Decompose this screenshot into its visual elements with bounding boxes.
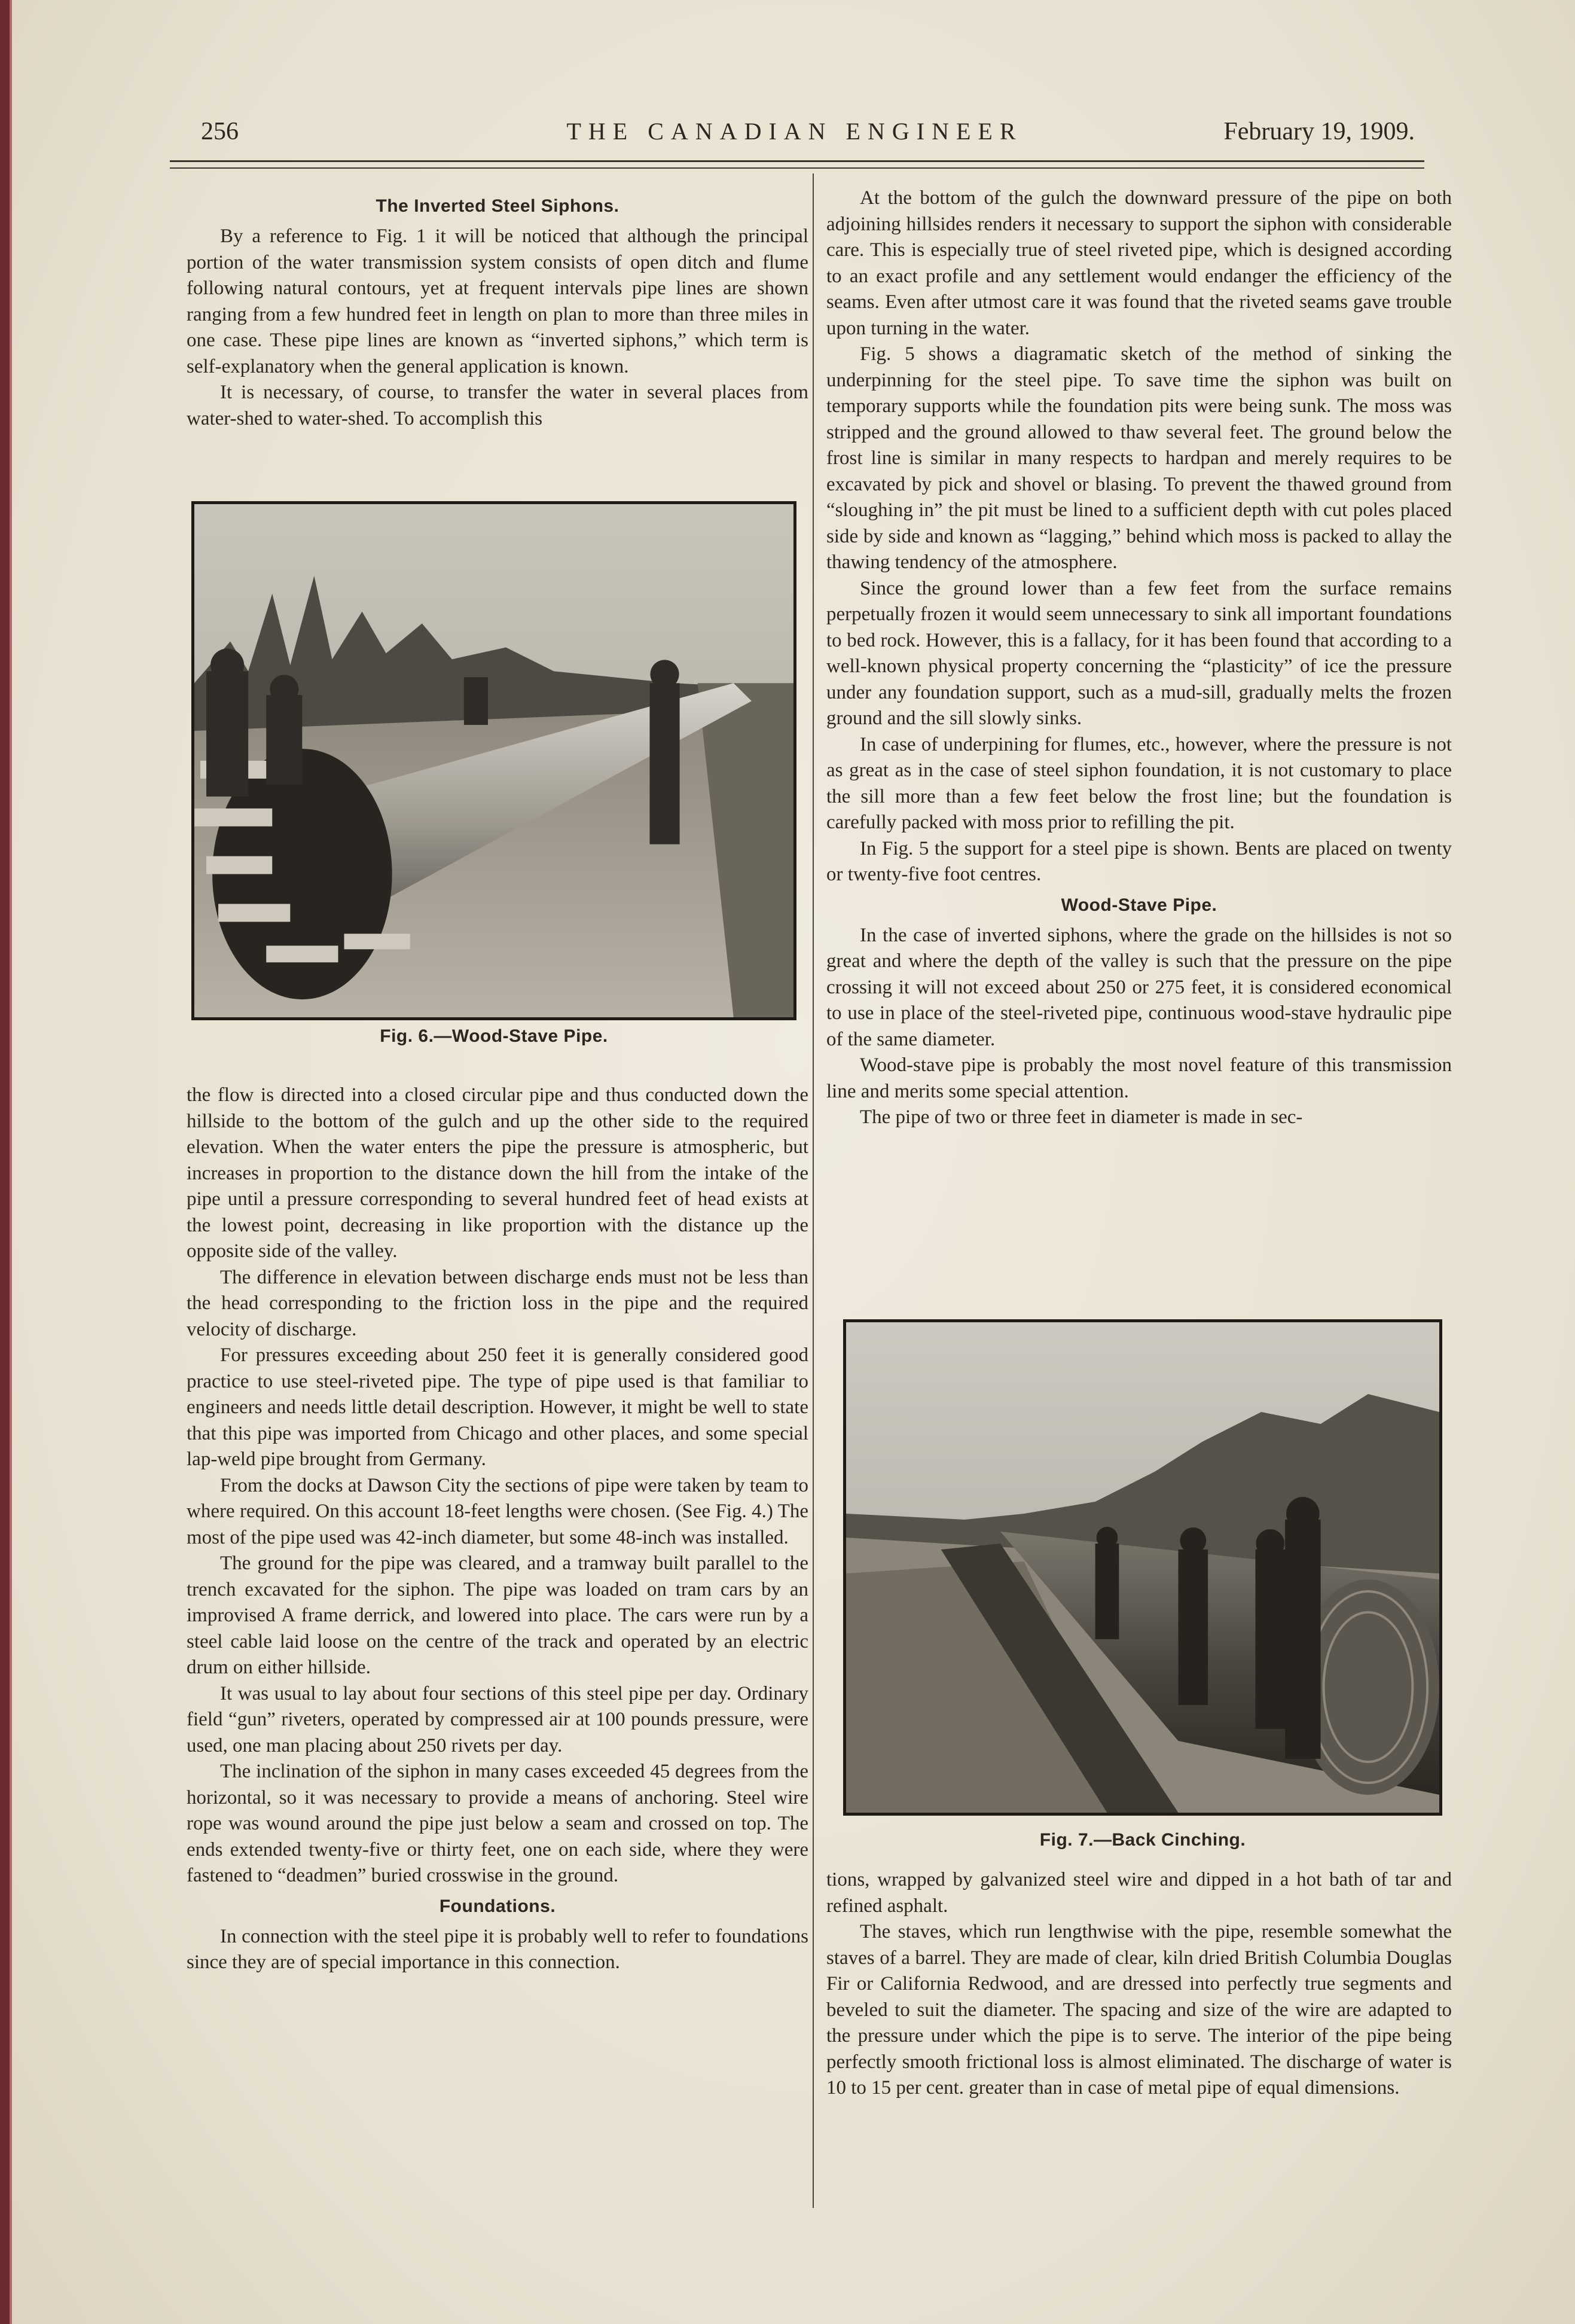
figure-7-caption: Fig. 7.—Back Cinching.: [1039, 1830, 1246, 1850]
paragraph: By a reference to Fig. 1 it will be noticed that although the principal portion of the water transmission system consists of open ditch and flume following natural contours, yet at frequent intervals pipe lines are shown ranging from a few hundred feet in length on plan to more than three miles in one case. These pipe lines are known as “inverted siphons,” which term is self-explanatory when the general application is known.: [187, 225, 808, 377]
document-page: [10, 0, 1575, 2324]
left-column-top: [187, 189, 808, 432]
paragraph: The difference in elevation between discharge ends must not be less than the head corresponding to the friction loss in the pipe and the required velocity of discharge.: [187, 1266, 808, 1340]
back-cinching-photo-icon: [846, 1322, 1439, 1813]
paragraph: It is necessary, of course, to transfer the water in several places from water-shed to water-shed. To accomplish this: [187, 382, 808, 429]
figure-6-caption: Fig. 6.—Wood-Stave Pipe.: [380, 1026, 608, 1046]
paragraph: In Fig. 5 the support for a steel pipe is shown. Bents are placed on twenty or twenty-five foot centres.: [826, 837, 1452, 885]
issue-date: February 19, 1909.: [1223, 118, 1415, 145]
section-heading-inverted-steel-siphons: The Inverted Steel Siphons.: [376, 196, 619, 216]
left-column-bottom: [187, 1082, 808, 1976]
paragraph: Fig. 5 shows a diagramatic sketch of the method of sinking the underpinning for the steel pipe. To save time the siphon was built on temporary supports while the foundation pits were being sunk. The moss was stripped and the ground allowed to thaw several feet. The ground below the frost line is similar in many respects to hardpan and merely requires to be excavated by pick and shovel or blasing. To prevent the thawed ground from “sloughing in” the pit must be lined to a sufficient depth with cut poles placed side by side and known as “lagging,” behind which moss is packed to allay the thawing tendency of the atmosphere.: [826, 343, 1452, 573]
paragraph: Since the ground lower than a few feet from the surface remains perpetually frozen it would seem unnecessary to sink all important foundations to bed rock. However, this is a fallacy, for it has been found that according to a well-known physical property concerning the “plasticity” of ice the pressure under any foundation support, such as a mud-sill, gradually melts the frozen ground and the sill slowly sinks.: [826, 577, 1452, 729]
paragraph: The pipe of two or three feet in diameter is made in sec-: [860, 1106, 1303, 1128]
paragraph: In the case of inverted siphons, where the grade on the hillsides is not so great and where the depth of the valley is such that the pressure on the pipe crossing it will not exceed about 250 or 275 feet, it is considered economical to use in place of the steel-riveted pipe, continuous wood-stave hydraulic pipe of the same diameter.: [826, 924, 1452, 1050]
paragraph: It was usual to lay about four sections of this steel pipe per day. Ordinary field “gun” riveters, operated by compressed air at 100 pounds pressure, were used, one man placing about 250 rivets per day.: [187, 1682, 808, 1756]
paragraph: Wood-stave pipe is probably the most novel feature of this transmission line and merits some special attention.: [826, 1054, 1452, 1102]
paragraph: For pressures exceeding about 250 feet it is generally considered good practice to use steel-riveted pipe. The type of pipe used is that familiar to engineers and needs little detail description. However, it might be well to state that this pipe was imported from Chicago and other places, and some special lap-weld pipe brought from Germany.: [187, 1344, 808, 1470]
figure-7-photo: [843, 1319, 1442, 1816]
paragraph: tions, wrapped by galvanized steel wire and dipped in a hot bath of tar and refined asphalt.: [826, 1869, 1452, 1917]
right-column-bottom: [826, 1867, 1452, 2102]
figure-6-photo: [191, 501, 796, 1020]
paragraph: The ground for the pipe was cleared, and a tramway built parallel to the trench excavated for the siphon. The pipe was loaded on tram cars by an improvised A frame derrick, and lowered into place. The cars were run by a steel cable laid loose on the centre of the track and operated by an electric drum on either hillside.: [187, 1553, 808, 1678]
paragraph: The staves, which run lengthwise with the pipe, resemble somewhat the staves of a barrel. They are made of clear, kiln dried British Columbia Douglas Fir or California Redwood, and are dressed into perfectly true segments and beveled to suit the diameter. The spacing and size of the wire are adapted to the pressure under which the pipe is to serve. The interior of the pipe being perfectly smooth frictional loss is almost eliminated. The discharge of water is 10 to 15 per cent. greater than in case of metal pipe of equal dimensions.: [826, 1921, 1452, 2099]
header-rule-top: [170, 160, 1424, 162]
journal-title: THE CANADIAN ENGINEER: [566, 118, 1023, 145]
page-number: 256: [201, 118, 239, 145]
paragraph: In connection with the steel pipe it is probably well to refer to foundations since they are of special importance in this connection.: [187, 1925, 808, 1973]
wood-stave-pipe-photo-icon: [194, 504, 793, 1017]
paragraph: From the docks at Dawson City the sections of pipe were taken by team to where required. On this account 18-feet lengths were chosen. (See Fig. 4.) The most of the pipe used was 42-inch diameter, but some 48-inch was installed.: [187, 1474, 808, 1548]
paragraph: the flow is directed into a closed circular pipe and thus conducted down the hillside to the bottom of the gulch and up the other side to the required elevation. When the water enters the pipe the pressure is atmospheric, but increases in proportion to the distance down the hill from the intake of the pipe until a pressure corresponding to several hundred feet of head exists at the lowest point, decreasing in like proportion with the distance up the opposite side of the valley.: [187, 1084, 808, 1262]
right-column-top: [826, 185, 1452, 1131]
paragraph: In case of underpining for flumes, etc., however, where the pressure is not as great as in the case of steel siphon foundation, it is not customary to place the sill more than a few feet below the frost line; but the foundation is carefully packed with moss prior to refilling the pit.: [826, 733, 1452, 833]
section-heading-foundations: Foundations.: [439, 1896, 556, 1916]
column-divider: [813, 173, 814, 2208]
paragraph: At the bottom of the gulch the downward pressure of the pipe on both adjoining hillsides renders it necessary to support the siphon with considerable care. This is especially true of steel riveted pipe, which is designed according to an exact profile and any settlement would endanger the efficiency of the seams. Even after utmost care it was found that the riveted seams gave trouble upon turning in the water.: [826, 187, 1452, 339]
paragraph: The inclination of the siphon in many cases exceeded 45 degrees from the horizontal, so it was necessary to provide a means of anchoring. Steel wire rope was wound around the pipe just below a seam and crossed on top. The ends extended twenty-five or thirty feet, one on each side, where they were fastened to “deadmen” buried crosswise in the ground.: [187, 1761, 808, 1886]
section-heading-wood-stave-pipe: Wood-Stave Pipe.: [1061, 895, 1217, 915]
header-rule-bottom: [170, 167, 1424, 169]
